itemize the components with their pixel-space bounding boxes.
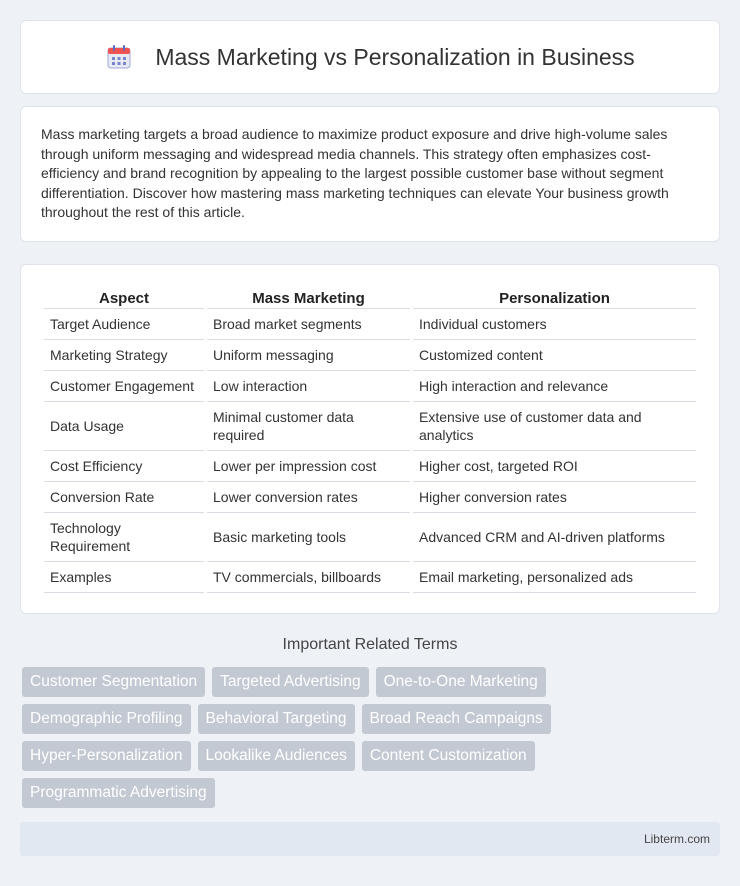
intro-card (20, 106, 720, 242)
table-row (44, 402, 696, 451)
table-cell: Extensive use of customer data and analytics (413, 402, 696, 451)
related-terms-tags (22, 667, 722, 815)
table-cell: Basic marketing tools (207, 513, 410, 562)
table-row (44, 371, 696, 402)
tag-hyper-personalization[interactable]: Hyper-Personalization (22, 741, 191, 771)
tag-targeted-advertising[interactable]: Targeted Advertising (212, 667, 368, 697)
table-cell: High interaction and relevance (413, 371, 696, 402)
table-row (44, 340, 696, 371)
tag-demographic-profiling[interactable]: Demographic Profiling (22, 704, 191, 734)
table-cell: Advanced CRM and AI-driven platforms (413, 513, 696, 562)
comparison-table-card (20, 264, 720, 614)
table-cell: Lower per impression cost (207, 451, 410, 482)
footer (20, 822, 720, 856)
calendar-icon (105, 43, 133, 71)
table-cell: Email marketing, personalized ads (413, 562, 696, 593)
related-terms-title: Important Related Terms (282, 636, 458, 653)
table-cell: Marketing Strategy (44, 340, 204, 371)
intro-text: Mass marketing targets a broad audience to maximize product exposure and drive high-volume sales through uniform messaging and widespread media channels. This strategy often emphasizes cost-efficiency and brand recognition by appealing to the largest possible customer base without segment differentiation. Discover how mastering mass marketing techniques can elevate Your business growth throughout the rest of this article. (41, 126, 669, 220)
table-row (44, 562, 696, 593)
tag-row (22, 667, 722, 697)
table-cell: Broad market segments (207, 309, 410, 340)
tag-row (22, 704, 722, 734)
table-cell: Uniform messaging (207, 340, 410, 371)
table-cell: Data Usage (44, 402, 204, 451)
table-cell: TV commercials, billboards (207, 562, 410, 593)
page-title: Mass Marketing vs Personalization in Business (155, 43, 635, 70)
table-cell: Higher conversion rates (413, 482, 696, 513)
table-row (44, 451, 696, 482)
table-cell: Minimal customer data required (207, 402, 410, 451)
header-mass-marketing: Mass Marketing (207, 285, 410, 309)
tag-lookalike-audiences[interactable]: Lookalike Audiences (198, 741, 355, 771)
tag-row (22, 741, 722, 771)
comparison-table (41, 285, 699, 593)
tag-programmatic-advertising[interactable]: Programmatic Advertising (22, 778, 215, 808)
title-card (20, 20, 720, 94)
footer-site-link[interactable]: Libterm.com (643, 832, 710, 846)
table-cell: Cost Efficiency (44, 451, 204, 482)
tag-content-customization[interactable]: Content Customization (362, 741, 535, 771)
tag-broad-reach-campaigns[interactable]: Broad Reach Campaigns (362, 704, 551, 734)
header-personalization: Personalization (413, 285, 696, 309)
table-cell: Examples (44, 562, 204, 593)
tag-customer-segmentation[interactable]: Customer Segmentation (22, 667, 205, 697)
table-cell: Higher cost, targeted ROI (413, 451, 696, 482)
table-cell: Customer Engagement (44, 371, 204, 402)
table-cell: Customized content (413, 340, 696, 371)
tag-row (22, 778, 722, 808)
table-row (44, 309, 696, 340)
table-cell: Individual customers (413, 309, 696, 340)
tag-one-to-one-marketing[interactable]: One-to-One Marketing (376, 667, 546, 697)
table-cell: Target Audience (44, 309, 204, 340)
header-aspect: Aspect (44, 285, 204, 309)
table-row (44, 482, 696, 513)
table-cell: Lower conversion rates (207, 482, 410, 513)
table-cell: Low interaction (207, 371, 410, 402)
table-cell: Conversion Rate (44, 482, 204, 513)
table-cell: Technology Requirement (44, 513, 204, 562)
tag-behavioral-targeting[interactable]: Behavioral Targeting (198, 704, 355, 734)
table-row (44, 513, 696, 562)
table-header-row (44, 285, 696, 309)
